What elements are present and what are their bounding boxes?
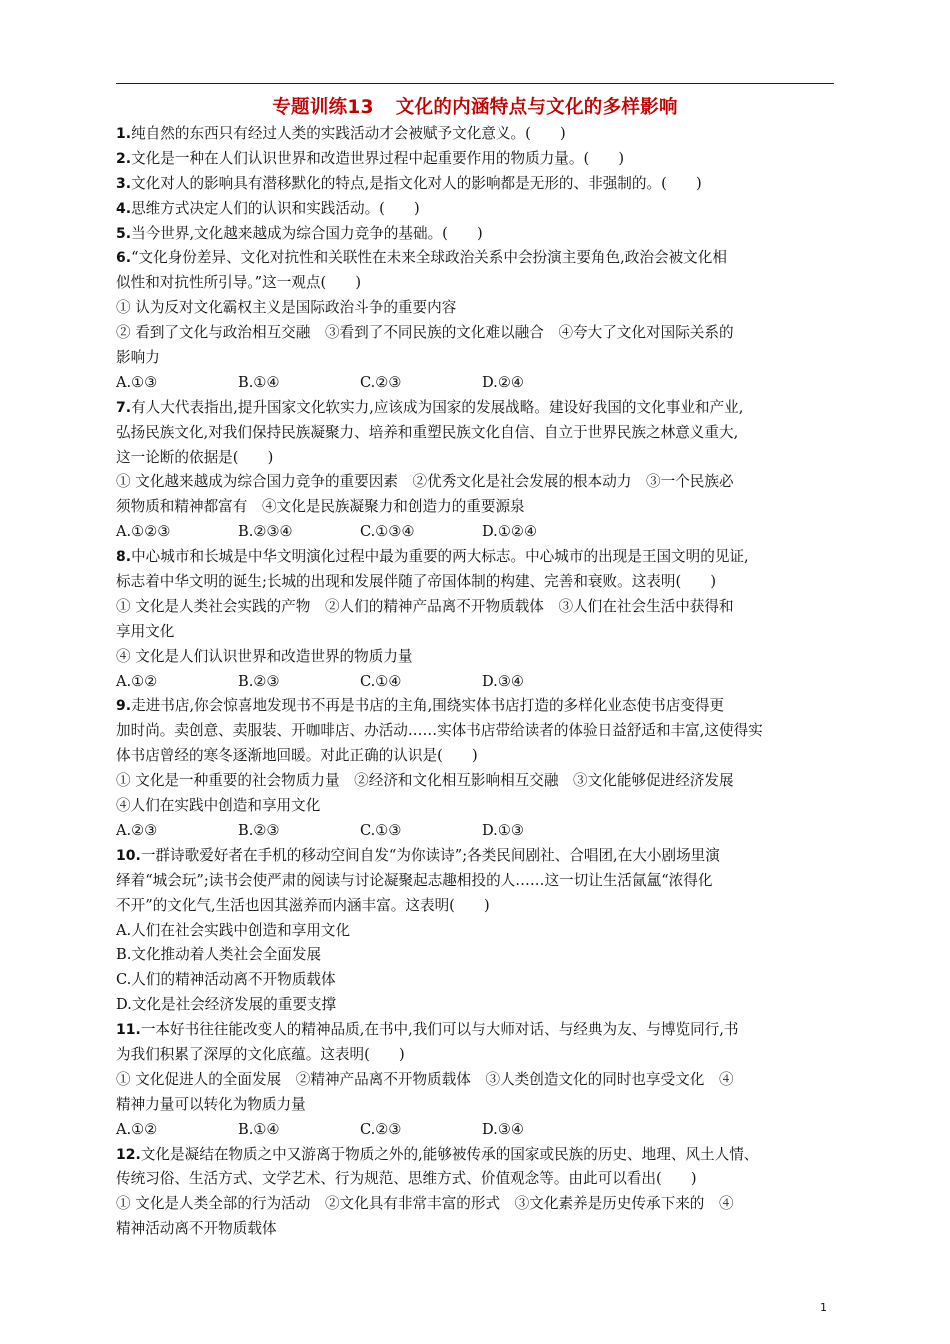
question-6-statement: ① 认为反对文化霸权主义是国际政治斗争的重要内容 bbox=[116, 299, 457, 317]
question-7-stem: 7.有人大代表指出,提升国家文化软实力,应该成为国家的发展战略。建设好我国的文化事业和产业, bbox=[116, 398, 744, 416]
question-11-options bbox=[116, 1118, 834, 1143]
question-7-stem-cont: 这一论断的依据是( ) bbox=[116, 448, 274, 466]
option-d[interactable]: D.③④ bbox=[482, 672, 524, 690]
question-12-stem-cont: 传统习俗、生活方式、文学艺术、行为规范、思维方式、价值观念等。由此可以看出( ) bbox=[116, 1170, 697, 1188]
option-b[interactable]: B.②③④ bbox=[238, 523, 293, 541]
question-5: 5.当今世界,文化越来越成为综合国力竞争的基础。( ) bbox=[116, 224, 483, 242]
question-10-stem: 10.一群诗歌爱好者在手机的移动空间自发“为你读诗”;各类民间剧社、合唱团,在大小剧场里演 bbox=[116, 846, 720, 864]
option-a[interactable]: A.②③ bbox=[116, 821, 158, 839]
question-6-options bbox=[116, 371, 834, 396]
option-b[interactable]: B.文化推动着人类社会全面发展 bbox=[116, 946, 322, 964]
question-10-stem-cont: 绎着“城会玩”;读书会使严肃的阅读与讨论凝聚起志趣相投的人……这一切让生活氤氲“浓得化 bbox=[116, 871, 713, 889]
option-c[interactable]: C.①③④ bbox=[360, 523, 415, 541]
question-6-statement: ② 看到了文化与政治相互交融 ③看到了不同民族的文化难以融合 ④夸大了文化对国际关系的 bbox=[116, 324, 734, 342]
option-d[interactable]: D.文化是社会经济发展的重要支撑 bbox=[116, 996, 337, 1014]
option-b[interactable]: B.②③ bbox=[238, 821, 280, 839]
option-b[interactable]: B.①④ bbox=[238, 1120, 280, 1138]
title-part-2: 文化的内涵特点与文化的多样影响 bbox=[395, 97, 678, 118]
option-a[interactable]: A.①② bbox=[116, 1120, 158, 1138]
option-a[interactable]: A.①③ bbox=[116, 373, 158, 391]
question-3: 3.文化对人的影响具有潜移默化的特点,是指文化对人的影响都是无形的、非强制的。( ) bbox=[116, 174, 702, 192]
question-10-stem-cont: 不开”的文化气,生活也因其滋养而内涵丰富。这表明( ) bbox=[116, 896, 490, 914]
question-8-stem-cont: 标志着中华文明的诞生;长城的出现和发展伴随了帝国体制的构建、完善和衰败。这表明( ) bbox=[116, 573, 717, 591]
question-9-options bbox=[116, 819, 834, 844]
question-4: 4.思维方式决定人们的认识和实践活动。( ) bbox=[116, 199, 420, 217]
option-d[interactable]: D.①③ bbox=[482, 821, 524, 839]
question-1: 1.纯自然的东西只有经过人类的实践活动才会被赋予文化意义。( ) bbox=[116, 125, 566, 142]
question-8-stem: 8.中心城市和长城是中华文明演化过程中最为重要的两大标志。中心城市的出现是王国文明的见证, bbox=[116, 548, 749, 566]
question-11-stem-cont: 为我们积累了深厚的文化底蕴。这表明( ) bbox=[116, 1045, 405, 1063]
question-12-statement: 精神活动离不开物质载体 bbox=[116, 1220, 277, 1238]
option-c[interactable]: C.①③ bbox=[360, 821, 402, 839]
question-9-statement: ① 文化是一种重要的社会物质力量 ②经济和文化相互影响相互交融 ③文化能够促进经济发展 bbox=[116, 772, 734, 790]
option-d[interactable]: D.③④ bbox=[482, 1120, 524, 1138]
option-c[interactable]: C.②③ bbox=[360, 373, 402, 391]
question-11-stem: 11.一本好书往往能改变人的精神品质,在书中,我们可以与大师对话、与经典为友、与博览同行,书 bbox=[116, 1021, 739, 1039]
question-8-statement: ④ 文化是人们认识世界和改造世界的物质力量 bbox=[116, 647, 413, 665]
page-number: 1 bbox=[820, 1301, 827, 1314]
question-8-statement: 享用文化 bbox=[116, 622, 175, 640]
question-8-options bbox=[116, 670, 834, 695]
question-6-stem-cont: 似性和对抗性所引导。”这一观点( ) bbox=[116, 274, 362, 292]
header-rule bbox=[116, 83, 834, 84]
question-list bbox=[116, 122, 834, 1242]
question-7-stem-cont: 弘扬民族文化,对我们保持民族凝聚力、培养和重塑民族文化自信、自立于世界民族之林意义重大, bbox=[116, 423, 739, 441]
question-9-statement: ④人们在实践中创造和享用文化 bbox=[116, 797, 321, 815]
question-6-stem: 6.“文化身份差异、文化对抗性和关联性在未来全球政治关系中会扮演主要角色,政治会被文化相 bbox=[116, 249, 727, 267]
page-title bbox=[116, 94, 834, 122]
question-9-stem-cont: 体书店曾经的寒冬逐渐地回暖。对此正确的认识是( ) bbox=[116, 747, 478, 765]
question-12-statement: ① 文化是人类全部的行为活动 ②文化具有非常丰富的形式 ③文化素养是历史传承下来的 ④ bbox=[116, 1195, 734, 1213]
option-b[interactable]: B.①④ bbox=[238, 373, 280, 391]
question-9-stem: 9.走进书店,你会惊喜地发现书不再是书店的主角,围绕实体书店打造的多样化业态使书店变得更 bbox=[116, 697, 725, 715]
option-c[interactable]: C.人们的精神活动离不开物质载体 bbox=[116, 971, 336, 989]
option-a[interactable]: A.①②③ bbox=[116, 523, 171, 541]
question-11-statement: ① 文化促进人的全面发展 ②精神产品离不开物质载体 ③人类创造文化的同时也享受文化 ④ bbox=[116, 1070, 734, 1088]
question-7-options bbox=[116, 520, 834, 545]
option-d[interactable]: D.②④ bbox=[482, 373, 524, 391]
question-7-statement: 须物质和精神都富有 ④文化是民族凝聚力和创造力的重要源泉 bbox=[116, 498, 525, 516]
question-7-statement: ① 文化越来越成为综合国力竞争的重要因素 ②优秀文化是社会发展的根本动力 ③一个民族必 bbox=[116, 473, 734, 491]
question-8-statement: ① 文化是人类社会实践的产物 ②人们的精神产品离不开物质载体 ③人们在社会生活中获得和 bbox=[116, 597, 734, 615]
option-c[interactable]: C.①④ bbox=[360, 672, 402, 690]
option-c[interactable]: C.②③ bbox=[360, 1120, 402, 1138]
option-a[interactable]: A.人们在社会实践中创造和享用文化 bbox=[116, 921, 351, 939]
question-12-stem: 12.文化是凝结在物质之中又游离于物质之外的,能够被传承的国家或民族的历史、地理、风土人情、 bbox=[116, 1145, 759, 1163]
option-a[interactable]: A.①② bbox=[116, 672, 158, 690]
option-d[interactable]: D.①②④ bbox=[482, 523, 538, 541]
question-6-statement: 影响力 bbox=[116, 349, 160, 367]
title-part-1: 专题训练13 bbox=[272, 97, 374, 118]
question-11-statement: 精神力量可以转化为物质力量 bbox=[116, 1095, 306, 1113]
option-b[interactable]: B.②③ bbox=[238, 672, 280, 690]
question-9-stem-cont: 加时尚。卖创意、卖服装、开咖啡店、办活动……实体书店带给读者的体验日益舒适和丰富,这使得实 bbox=[116, 722, 763, 740]
question-2: 2.文化是一种在人们认识世界和改造世界过程中起重要作用的物质力量。( ) bbox=[116, 149, 625, 167]
